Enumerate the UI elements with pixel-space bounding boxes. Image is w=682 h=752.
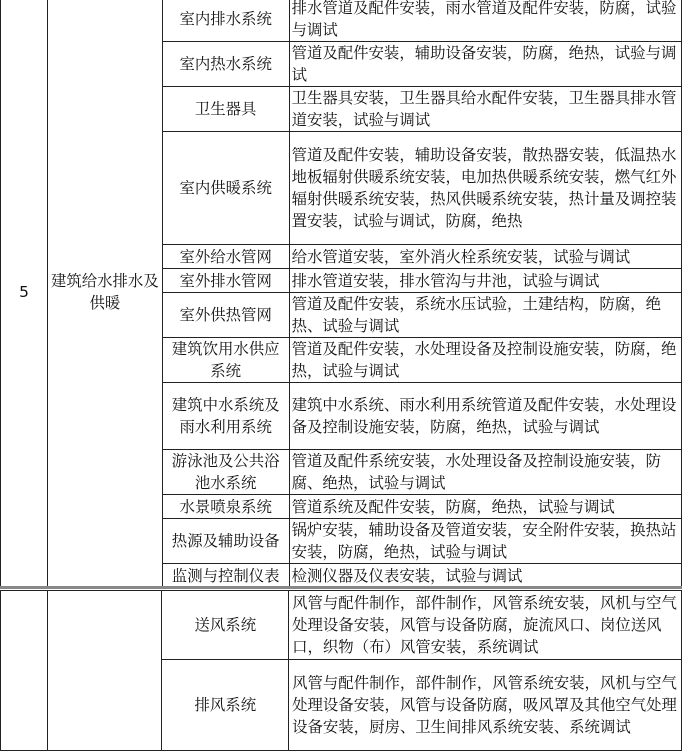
sub-item-name: 送风系统 <box>162 591 289 660</box>
sub-item-name: 室内排水系统 <box>162 0 289 42</box>
section-category <box>47 591 162 751</box>
sub-item-content: 管道及配件安装，水处理设备及控制设施安装，防腐，绝热，试验与调试 <box>289 338 681 383</box>
sub-item-name: 建筑饮用水供应系统 <box>162 338 289 383</box>
sub-item-name: 室外给水管网 <box>162 245 289 269</box>
sub-item-name: 室内热水系统 <box>162 42 289 87</box>
sub-item-name: 室外供热管网 <box>162 293 289 338</box>
section-category: 建筑给水排水及供暖 <box>47 0 162 588</box>
sub-item-name: 室外排水管网 <box>162 269 289 293</box>
sub-item-content: 管道及配件安装，辅助设备安装，散热器安装，低温热水地板辐射供暖系统安装，电加热供暖系统安装，燃气红外辐射供暖系统安装，热风供暖系统安装，热计量及调控装置安装，试验与调试，防腐，绝热 <box>289 132 681 245</box>
sub-item-name: 监测与控制仪表 <box>162 564 289 588</box>
sub-item-content: 排水管道安装，排水管沟与井池，试验与调试 <box>289 269 681 293</box>
section-number: 5 <box>1 0 48 588</box>
sub-item-name: 建筑中水系统及雨水利用系统 <box>162 383 289 450</box>
sub-item-content: 卫生器具安装，卫生器具给水配件安装，卫生器具排水管道安装，试验与调试 <box>289 87 681 132</box>
construction-table-section-6 <box>0 590 682 751</box>
sub-item-content: 检测仪器及仪表安装，试验与调试 <box>289 564 681 588</box>
sub-item-content: 管道及配件安装，辅助设备安装，防腐，绝热，试验与调试 <box>289 42 681 87</box>
sub-item-name: 室内供暖系统 <box>162 132 289 245</box>
sub-item-name: 卫生器具 <box>162 87 289 132</box>
sub-item-content: 排水管道及配件安装，雨水管道及配件安装，防腐，试验与调试 <box>289 0 681 42</box>
sub-item-content: 锅炉安装，辅助设备及管道安装，安全附件安装，换热站安装，防腐，绝热，试验与调试 <box>289 519 681 564</box>
sub-item-content: 给水管道安装，室外消火栓系统安装，试验与调试 <box>289 245 681 269</box>
sub-item-name: 热源及辅助设备 <box>162 519 289 564</box>
sub-item-content: 风管与配件制作，部件制作，风管系统安装，风机与空气处理设备安装，风管与设备防腐，吸风罩及其他空气处理设备安装，厨房、卫生间排风系统安装、系统调试 <box>289 660 682 751</box>
sub-item-name: 水景喷泉系统 <box>162 495 289 519</box>
sub-item-content: 建筑中水系统、雨水利用系统管道及配件安装，水处理设备及控制设施安装，防腐，绝热，试验与调试 <box>289 383 681 450</box>
page-divider <box>0 586 682 589</box>
sub-item-content: 管道及配件系统安装，水处理设备及控制设施安装，防腐、绝热，试验与调试 <box>289 450 681 495</box>
sub-item-content: 风管与配件制作，部件制作，风管系统安装，风机与空气处理设备安装，风管与设备防腐，旋流风口、岗位送风口，织物（布）风管安装，系统调试 <box>289 591 682 660</box>
sub-item-content: 管道及配件安装，系统水压试验，土建结构，防腐，绝热、试验与调试 <box>289 293 681 338</box>
sub-item-name: 排风系统 <box>162 660 289 751</box>
section-number <box>1 591 48 751</box>
sub-item-name: 游泳池及公共浴池水系统 <box>162 450 289 495</box>
sub-item-content: 管道系统及配件安装，防腐，绝热，试验与调试 <box>289 495 681 519</box>
